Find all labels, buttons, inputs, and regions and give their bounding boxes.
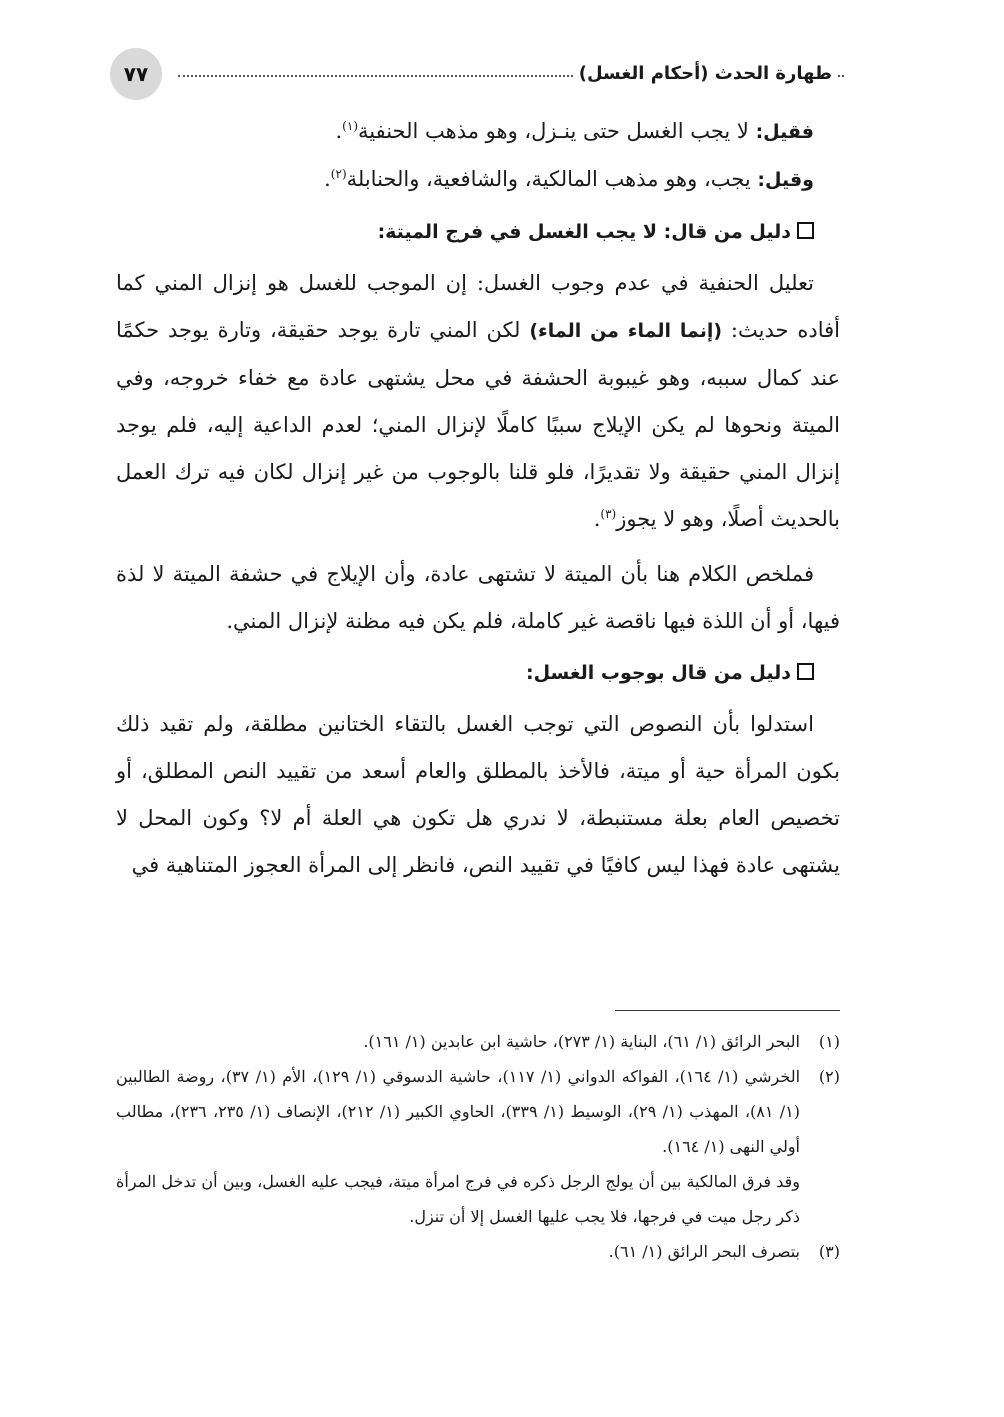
footnote-1 <box>116 1024 840 1059</box>
page-number-badge <box>110 48 162 100</box>
lead-word: فقيل: <box>755 121 814 143</box>
header-dots-left <box>178 75 573 77</box>
paragraph-hanafi-argument <box>116 260 840 543</box>
running-header <box>178 58 844 88</box>
paragraph-majority-argument: استدلوا بأن النصوص التي توجب الغسل بالتقاء الختانين مطلقة، ولم تقيد ذلك بكون المرأة حية أو ميتة، فالأخذ بالمطلق والعام أسعد من تقييد النص المطلق، أو تخصيص العام بعلة مستنبطة، لا ندري هل تكون هي العلة أم لا؟ وكون المحل لا يشتهى عادة فهذا ليس كافيًا في تقييد النص، فانظر إلى المرأة العجوز المتناهية في <box>116 712 840 877</box>
footnote-3 <box>116 1234 840 1269</box>
checkbox-square-icon <box>797 222 814 239</box>
footnote-ref-2[interactable]: (٢) <box>330 167 347 181</box>
period: . <box>324 167 331 191</box>
section-heading-1 <box>116 204 840 260</box>
footnote-text: بتصرف البحر الرائق (١/ ٦١). <box>608 1242 800 1261</box>
paragraph-text: تعليل الحنفية في عدم وجوب الغسل: إن الموجب للغسل هو إنزال المني كما أفاده حديث: <box>116 271 840 342</box>
footnote-ref-1[interactable]: (١) <box>342 119 358 133</box>
hadith-quote: (إنما الماء من الماء) <box>529 320 723 342</box>
paragraph-text: لا يجب الغسل حتى ينـزل، وهو مذهب الحنفية <box>358 119 756 143</box>
footnote-divider <box>615 1010 840 1011</box>
footnotes <box>116 1024 840 1269</box>
paragraph-text: لكن المني تارة يوجد حقيقة، وتارة يوجد حكمًا عند كمال سببه، وهو غيبوبة الحشفة في محل يشتهى عادة مع خفاء خروجه، وفي الميتة ونحوها لم يكن الإيلاج سببًا كاملًا لإنزال المني؛ لعدم الداعية إليه، فلم يوجد إنزال المني حقيقة ولا تقديرًا، فلو قلنا بالوجوب من غير إنزال لكان فيه ترك العمل بالحديث أصلًا، وهو لا يجوز <box>116 318 841 531</box>
lead-word: وقيل: <box>757 169 814 191</box>
footnote-2 <box>116 1059 840 1164</box>
section-heading-2 <box>116 645 840 701</box>
footnote-number: (٣) <box>818 1242 840 1261</box>
footnote-text: الخرشي (١/ ١٦٤)، الفواكه الدواني (١/ ١١٧)، حاشية الدسوقي (١/ ١٢٩)، الأم (١/ ٣٧)، روضة الطالبين (١/ ٨١)، المهذب (١/ ٢٩)، الوسيط (١/ ٣٣٩)، الحاوي الكبير (١/ ٢١٢)، الإنصاف (١/ ٢٣٥، ٢٣٦)، مطالب أولي النهى (١/ ١٦٤). <box>116 1067 801 1156</box>
page-header <box>110 48 844 100</box>
paragraph-summary: فملخص الكلام هنا بأن الميتة لا تشتهى عادة، وأن الإيلاج في حشفة الميتة لا لذة فيها، أو أن اللذة فيها ناقصة غير كاملة، فلم يكن فيه مظنة لإنزال المني. <box>116 562 840 633</box>
footnote-text: البحر الرائق (١/ ٦١)، البناية (١/ ٢٧٣)، حاشية ابن عابدين (١/ ١٦١). <box>363 1032 800 1051</box>
period: . <box>593 507 601 531</box>
footnote-number: (٢) <box>818 1067 840 1086</box>
paragraph-second-opinion <box>116 156 840 204</box>
paragraph-first-opinion <box>116 108 840 156</box>
heading-text: دليل من قال بوجوب الغسل: <box>526 662 791 684</box>
running-title: طهارة الحدث (أحكام الغسل) <box>578 62 832 84</box>
footnote-ref-3[interactable]: (٣) <box>600 507 617 521</box>
footnote-2-continuation: وقد فرق المالكية بين أن يولج الرجل ذكره في فرج امرأة ميتة، فيجب عليه الغسل، وبين أن تدخل المرأة ذكر رجل ميت في فرجها، فلا يجب عليها الغسل إلا أن تنزل. <box>116 1172 800 1226</box>
heading-text: دليل من قال: لا يجب الغسل في فرج الميتة: <box>377 221 791 243</box>
header-dots-right <box>838 75 844 77</box>
page-number: ٧٧ <box>123 62 149 86</box>
paragraph-text: يجب، وهو مذهب المالكية، والشافعية، والحنابلة <box>346 167 758 191</box>
footnote-number: (١) <box>818 1032 840 1051</box>
checkbox-square-icon <box>797 663 814 680</box>
main-text <box>116 108 840 889</box>
period: . <box>335 119 343 143</box>
